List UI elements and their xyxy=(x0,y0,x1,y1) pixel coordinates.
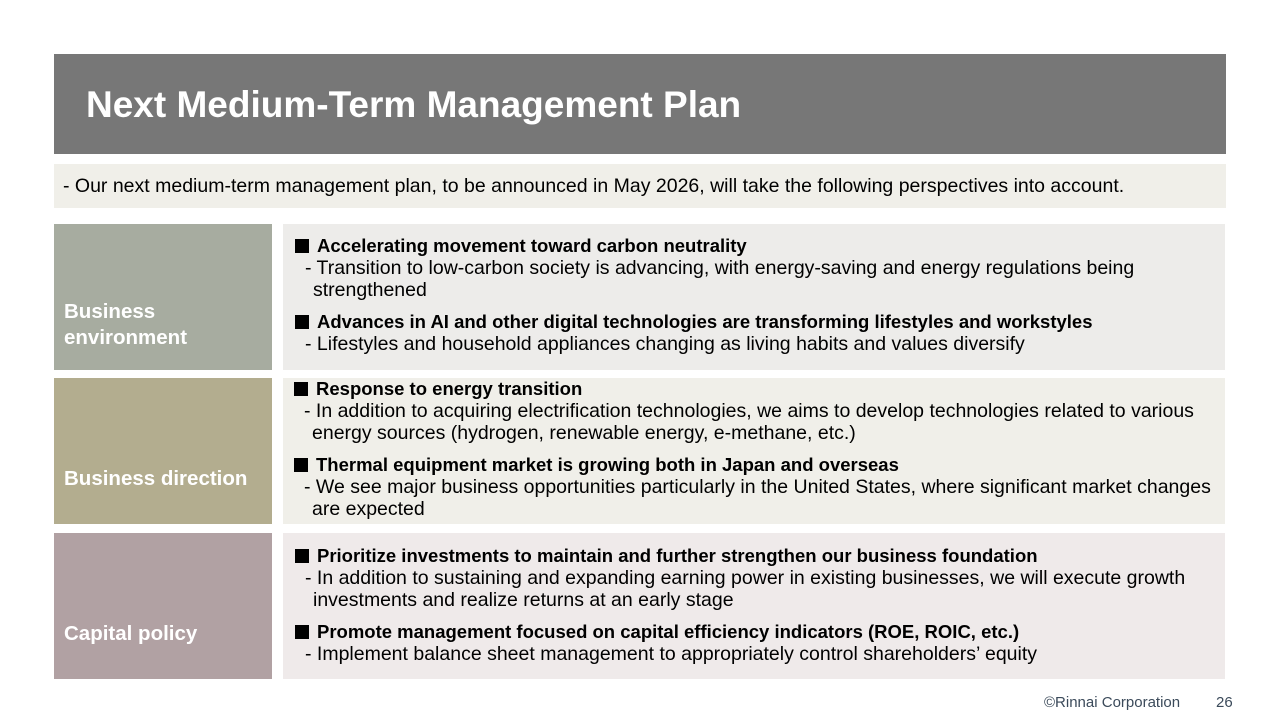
row-content-business-environment xyxy=(283,224,1225,370)
row-content-business-direction xyxy=(283,378,1225,524)
list-item xyxy=(294,378,1225,444)
row-content-capital-policy xyxy=(283,533,1225,679)
row-label-capital-policy xyxy=(54,533,272,679)
row-label-line: Business direction xyxy=(64,467,248,490)
item-heading: Prioritize investments to maintain and further strengthen our business foundation xyxy=(317,545,1038,566)
list-item xyxy=(295,545,1225,611)
list-item xyxy=(295,311,1225,355)
item-text-continued: are expected xyxy=(312,498,425,520)
item-heading: Thermal equipment market is growing both in Japan and overseas xyxy=(316,454,899,475)
list-item xyxy=(294,454,1225,520)
square-bullet-icon xyxy=(294,382,308,396)
list-item xyxy=(295,235,1225,301)
square-bullet-icon xyxy=(295,549,309,563)
row-label-business-direction xyxy=(54,378,272,524)
item-text: - In addition to acquiring electrification technologies, we aims to develop technologies related to various xyxy=(304,400,1194,422)
square-bullet-icon xyxy=(295,625,309,639)
square-bullet-icon xyxy=(294,458,308,472)
item-text: - Implement balance sheet management to appropriately control shareholders’ equity xyxy=(305,643,1038,665)
row-label-line: environment xyxy=(64,326,188,349)
item-heading: Response to energy transition xyxy=(316,378,583,399)
item-heading: Advances in AI and other digital technologies are transforming lifestyles and workstyles xyxy=(317,311,1093,332)
row-label-line: Business xyxy=(64,300,156,323)
row-label-business-environment xyxy=(54,224,272,370)
list-item xyxy=(295,621,1225,665)
item-heading: Promote management focused on capital efficiency indicators (ROE, ROIC, etc.) xyxy=(317,621,1020,642)
item-text: - Transition to low-carbon society is advancing, with energy-saving and energy regulations being xyxy=(305,257,1135,279)
item-text-continued: energy sources (hydrogen, renewable energy, e-methane, etc.) xyxy=(312,422,856,444)
square-bullet-icon xyxy=(295,315,309,329)
item-heading: Accelerating movement toward carbon neutrality xyxy=(317,235,747,256)
page-title: Next Medium-Term Management Plan xyxy=(86,84,742,125)
item-text: - In addition to sustaining and expanding earning power in existing businesses, we will execute growth xyxy=(305,567,1186,589)
page-number: 26 xyxy=(1216,694,1233,711)
title-bar xyxy=(54,54,1226,154)
row-label-line: Capital policy xyxy=(64,622,198,645)
copyright: ©Rinnai Corporation xyxy=(1044,694,1181,711)
item-text: - We see major business opportunities particularly in the United States, where significant market changes xyxy=(304,476,1211,498)
item-text-continued: strengthened xyxy=(313,279,427,301)
intro-text: - Our next medium-term management plan, to be announced in May 2026, will take the following perspectives into account. xyxy=(54,164,1226,208)
item-text-continued: investments and realize returns at an early stage xyxy=(313,589,734,611)
square-bullet-icon xyxy=(295,239,309,253)
item-text: - Lifestyles and household appliances changing as living habits and values diversify xyxy=(305,333,1025,355)
